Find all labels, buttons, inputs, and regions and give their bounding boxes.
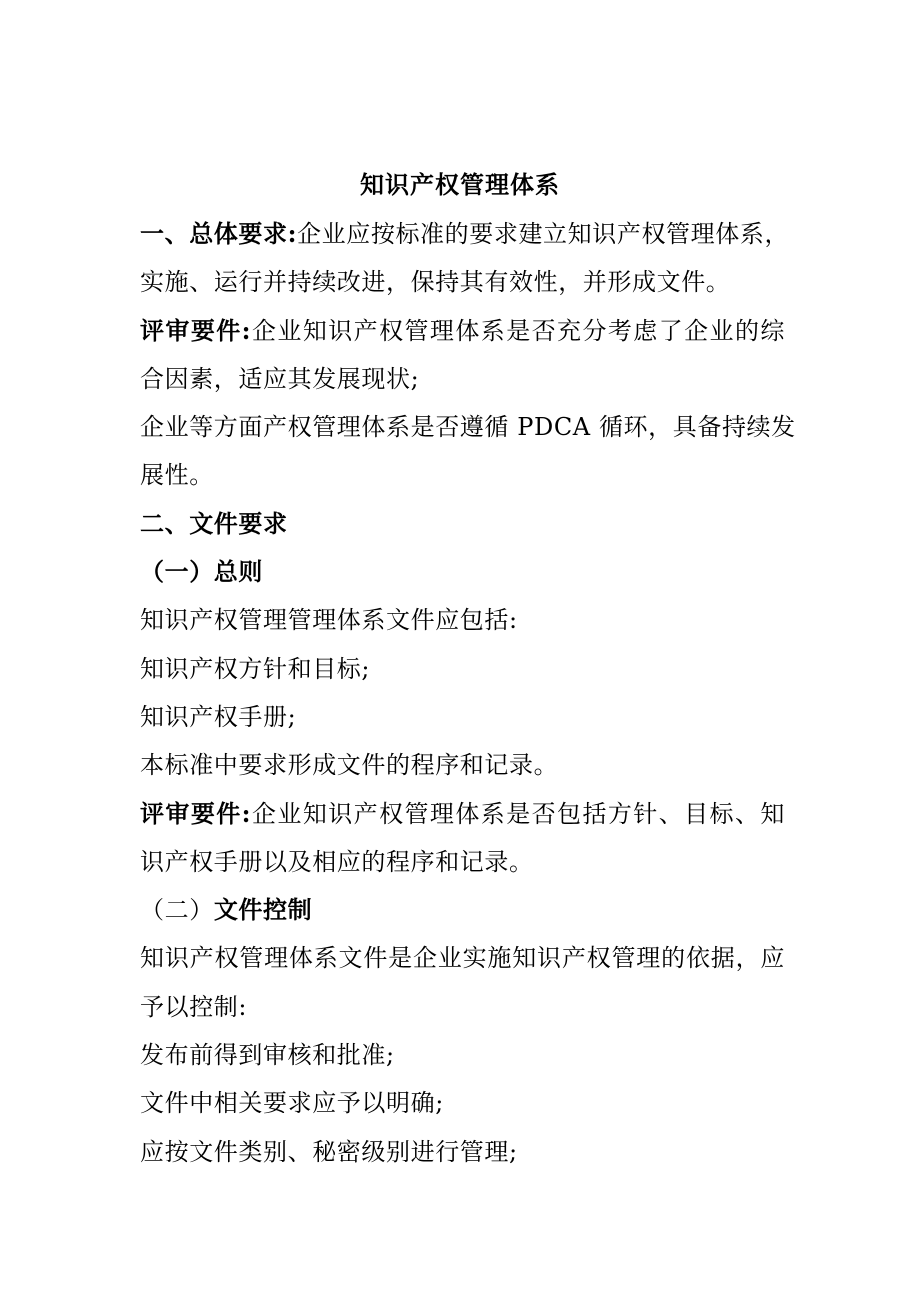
paragraph-text: 识产权手册以及相应的程序和记录。 xyxy=(140,847,534,876)
general-requirements-line-2 xyxy=(140,258,785,306)
review-criteria-line-2 xyxy=(140,355,785,403)
heading-text: （一）总则 xyxy=(140,557,263,587)
list-item xyxy=(140,693,785,741)
document-control-line-1 xyxy=(140,934,785,982)
heading-prefix: （二） xyxy=(140,896,214,925)
document-body xyxy=(140,210,796,1176)
subsection-heading-document-control xyxy=(140,886,785,934)
list-item xyxy=(140,1031,785,1079)
paragraph-text: 合因素，适应其发展现状; xyxy=(140,364,420,393)
review-criteria-line-4 xyxy=(140,838,785,886)
paragraph-text: 实施、运行并持续改进，保持其有效性，并形成文件。 xyxy=(140,268,731,297)
list-item-text: 知识产权手册; xyxy=(140,702,297,731)
list-item xyxy=(140,645,785,693)
general-requirements-line-1 xyxy=(140,210,790,258)
paragraph-text: 企业应按标准的要求建立知识产权管理体系， xyxy=(297,220,790,248)
list-item-text: 发布前得到审核和批准; xyxy=(140,1041,395,1070)
paragraph-text: 展性。 xyxy=(140,461,214,490)
heading-text: 二、文件要求 xyxy=(140,508,288,538)
paragraph-text: 企业等方面产权管理体系是否遵循 PDCA 循环，具备持续发 xyxy=(140,413,796,442)
paragraph-text: 企业知识产权管理体系是否充分考虑了企业的综 xyxy=(251,316,786,345)
list-item-text: 应按文件类别、秘密级别进行管理; xyxy=(140,1137,518,1166)
pdca-line-1 xyxy=(140,403,796,451)
paragraph-text: 企业知识产权管理体系是否包括方针、目标、知 xyxy=(251,799,786,828)
review-criteria-label: 评审要件: xyxy=(140,798,252,828)
document-title: 知识产权管理体系 xyxy=(360,170,560,199)
list-item-text: 文件中相关要求应予以明确; xyxy=(140,1089,444,1118)
review-criteria-line-3 xyxy=(140,790,785,838)
document-control-line-2 xyxy=(140,983,785,1031)
paragraph-text: 知识产权管理管理体系文件应包括: xyxy=(140,606,518,635)
list-item-text: 本标准中要求形成文件的程序和记录。 xyxy=(140,751,559,780)
list-item-text: 知识产权方针和目标; xyxy=(140,654,371,683)
heading-text: 文件控制 xyxy=(213,895,313,925)
paragraph-text: 予以控制: xyxy=(140,992,248,1021)
review-criteria-line-1 xyxy=(140,307,785,355)
list-intro-line xyxy=(140,596,785,644)
section-heading-document-requirements xyxy=(140,500,785,548)
list-item xyxy=(140,741,785,789)
pdca-line-2 xyxy=(140,451,785,499)
review-criteria-label: 评审要件: xyxy=(140,315,252,345)
subsection-heading-general xyxy=(140,548,785,596)
general-requirements-label: 一、总体要求: xyxy=(140,219,298,248)
paragraph-text: 知识产权管理体系文件是企业实施知识产权管理的依据，应 xyxy=(140,944,785,973)
list-item xyxy=(140,1079,785,1127)
list-item xyxy=(140,1128,785,1176)
